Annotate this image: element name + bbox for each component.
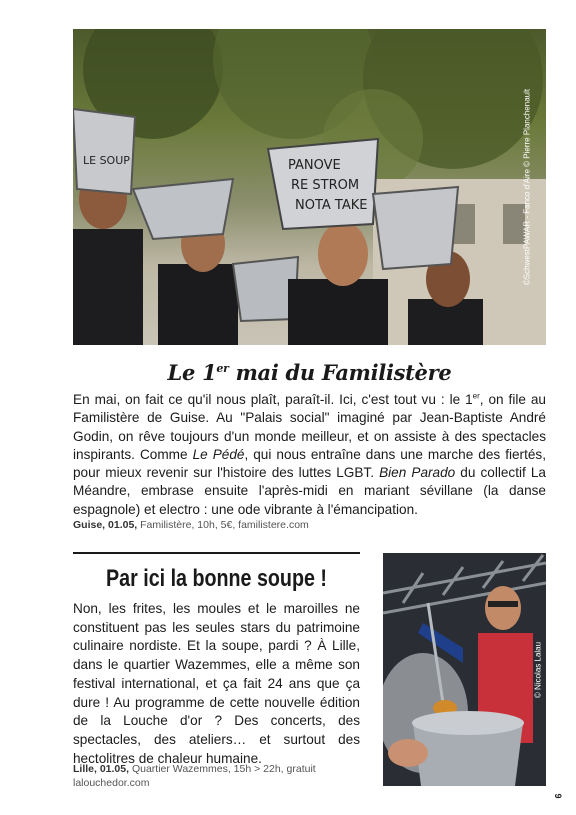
- hat-text-2: RE STROM: [291, 178, 360, 193]
- hero-photo-illustration: [73, 29, 546, 345]
- hero-photo: [73, 29, 546, 345]
- article-2-info: Lille, 01.05, Quartier Wazemmes, 15h > 22h, gratuit lalouchedor.com: [73, 763, 316, 789]
- article-1-title: Le 1er mai du Familistère: [167, 360, 452, 385]
- hat-text-4: LE SOUP: [83, 154, 130, 167]
- hero-photo-credit: ©SchwestPAWAR - Fanco d'Aire © Pierre Planchenault: [522, 88, 532, 286]
- article-2-title: Par ici la bonne soupe !: [106, 565, 327, 592]
- article-1-info: Guise, 01.05, Familistère, 10h, 5€, familistere.com: [73, 519, 309, 531]
- soup-photo-credit: © Nicolas Lalau: [533, 641, 543, 698]
- hat-text-3: NOTA TAKE: [295, 198, 368, 213]
- article-2-body: Non, les frites, les moules et le maroilles ne constituent pas les seules stars du patrimoine culinaire nordiste. Et la soupe, pardi ? À Lille, dans le quartier Wazemmes, elle a même son festival international, et ça fait 24 ans que ça dure ! Au programme de cette nouvelle édition de la Louche d'or ? Des concerts, des spectacles, des ateliers… et surtout des hectolitres de chaleur humaine.: [73, 601, 360, 766]
- page-number: 9: [553, 793, 563, 799]
- soup-photo: [383, 553, 546, 786]
- section-divider: [73, 552, 360, 554]
- article-1-body: En mai, on fait ce qu'il nous plaît, paraît-il. Ici, c'est tout vu : le 1er, on file au Familistère de Guise. Au "Palais social" imaginé par Jean-Baptiste André Godin, on rêve toujours d'un monde meilleur, et on assiste à des spectacles inspirants. Comme Le Pédé, qui nous entraîne dans une marche des fiertés, pour mieux revenir sur l'histoire des luttes LGBT. Bien Parado du collectif La Méandre, embrase ensuite l'après-midi en mariant sévillane (la danse espagnole) et electro : une ode vibrante à l'émancipation.: [73, 391, 546, 517]
- article-2-link[interactable]: lalouchedor.com: [73, 777, 150, 789]
- hat-text-1: PANOVE: [288, 158, 341, 173]
- soup-photo-illustration: [383, 553, 546, 786]
